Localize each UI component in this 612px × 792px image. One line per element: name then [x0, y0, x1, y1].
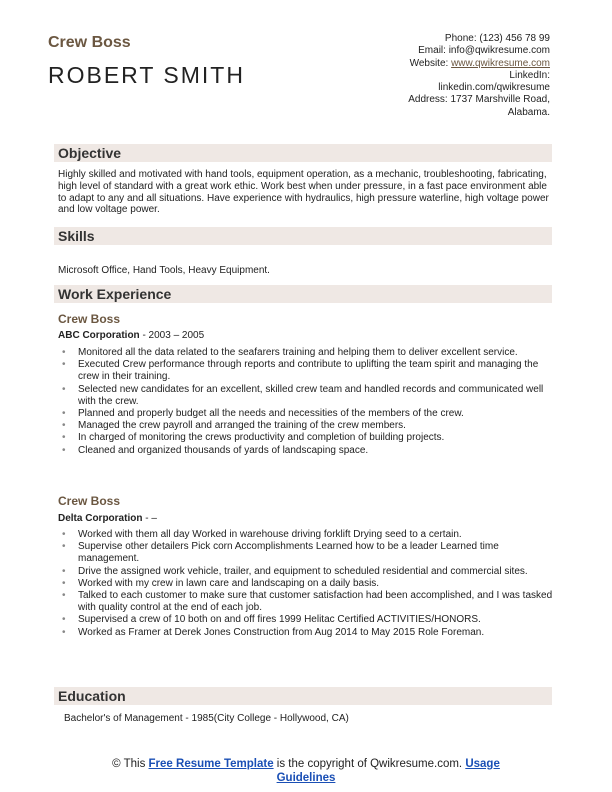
footer-prefix: © This	[112, 758, 149, 770]
list-item: • Worked as Framer at Derek Jones Construction from Aug 2014 to May 2015 Role Foreman.	[62, 627, 554, 639]
email: Email: info@qwikresume.com	[418, 45, 550, 57]
education-text: Bachelor's of Management - 1985(City College - Hollywood, CA)	[64, 713, 349, 724]
list-item: • Planned and properly budget all the needs and necessities of the members of the crew.	[62, 408, 554, 420]
footer-middle: is the copyright of Qwikresume.com.	[273, 758, 466, 770]
company-line	[58, 330, 204, 341]
list-item: • Supervise other detailers Pick corn Accomplishments Learned how to be a leader Learned time management.	[62, 541, 554, 565]
job-dates: - –	[142, 513, 157, 524]
free-resume-template-link[interactable]: Free Resume Template	[148, 758, 274, 770]
phone: Phone: (123) 456 78 99	[444, 33, 550, 44]
address-line-1: Address: 1737 Marshville Road,	[408, 94, 550, 106]
contact-block	[408, 33, 550, 119]
guidelines-link[interactable]: Guidelines	[276, 771, 336, 784]
role-title: Crew Boss	[48, 34, 131, 51]
list-item: • Worked with my crew in lawn care and landscaping on a daily basis.	[62, 578, 554, 590]
job-bullets	[62, 347, 554, 457]
list-item: • Worked with them all day Worked in warehouse driving forklift Drying seed to a certain.	[62, 529, 554, 541]
list-item: • Executed Crew performance through reports and contribute to uplifting the team spirit and managing the crew in their training.	[62, 359, 554, 383]
company-name: Delta Corporation	[58, 513, 143, 524]
address-line-2: Alabama.	[507, 106, 550, 118]
list-item: • Drive the assigned work vehicle, trailer, and equipment to scheduled residential and commercial sites.	[62, 566, 554, 578]
list-item: • Supervised a crew of 10 both on and off fires 1999 Helitac Certified ACTIVITIES/HONORS.	[62, 614, 554, 626]
footer	[0, 758, 612, 785]
person-name: ROBERT SMITH	[48, 62, 245, 88]
list-item: • Selected new candidates for an excellent, skilled crew team and handled records and communicated well with the crew.	[62, 384, 554, 408]
usage-link[interactable]: Usage	[465, 758, 500, 770]
list-item: • Cleaned and organized thousands of yards of landscaping space.	[62, 445, 554, 457]
linkedin-link[interactable]: linkedin.com/qwikresume	[438, 82, 550, 94]
experience-heading: Work Experience	[54, 285, 552, 303]
job-bullets	[62, 529, 554, 639]
website-label: Website:	[409, 57, 452, 69]
skills-heading: Skills	[54, 227, 552, 245]
education-heading: Education	[54, 687, 552, 705]
linkedin-label: LinkedIn:	[509, 69, 550, 81]
website-link[interactable]: www.qwikresume.com	[451, 57, 550, 69]
job-title: Crew Boss	[58, 494, 121, 508]
company-line	[58, 513, 157, 524]
job-title: Crew Boss	[58, 312, 121, 326]
skills-text: Microsoft Office, Hand Tools, Heavy Equipment.	[58, 265, 270, 276]
objective-text: Highly skilled and motivated with hand tools, equipment operation, as a mechanic, troubleshooting, fabricating, high level of standard with a great work ethic. Work best when under pressure, in a fast pace environment able to adapt to any and all situations. Have experience with hydraulics, high pressure waterline, high voltage power and low voltage power.	[58, 169, 549, 216]
job-dates: - 2003 – 2005	[139, 330, 205, 341]
objective-heading: Objective	[54, 144, 552, 162]
list-item: • In charged of monitoring the crews productivity and completion of building projects.	[62, 432, 554, 444]
list-item: • Monitored all the data related to the seafarers training and helping them to deliver excellent service.	[62, 347, 554, 359]
list-item: • Talked to each customer to make sure that customer satisfaction had been accomplished, and I was tasked with quality control at the end of each job.	[62, 590, 554, 614]
website	[408, 58, 550, 70]
company-name: ABC Corporation	[58, 330, 140, 341]
list-item: • Managed the crew payroll and arranged the training of the crew members.	[62, 420, 554, 432]
